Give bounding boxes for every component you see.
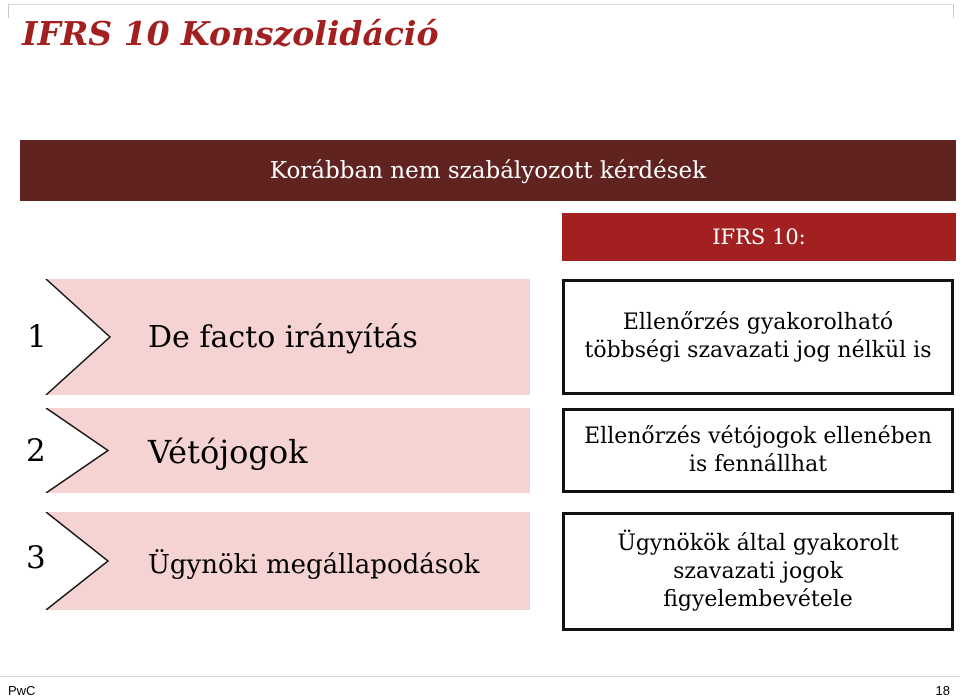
corner-mark — [8, 4, 19, 18]
answer-line: figyelembevétele — [663, 586, 853, 612]
section-banner — [20, 140, 956, 201]
row-3-box — [20, 512, 530, 610]
row-2-box — [20, 408, 530, 493]
answer-line: többségi szavazati jog nélkül is — [584, 338, 932, 363]
page-title: IFRS 10 Konszolidáció — [22, 14, 439, 53]
row-1-box — [20, 279, 530, 395]
answer-line: Ügynökök által gyakorolt — [617, 530, 899, 556]
row-label: Ügynöki megállapodások — [148, 550, 480, 580]
top-rule — [8, 4, 954, 5]
answer-line: is fennállhat — [688, 451, 828, 477]
footer-brand: PwC — [8, 683, 36, 698]
answer-box-2 — [562, 408, 954, 493]
row-label: Vétójogok — [148, 433, 308, 471]
corner-mark-right — [953, 4, 954, 18]
row-label: De facto irányítás — [148, 320, 418, 355]
ifrs-header — [562, 213, 956, 261]
answer-box-1 — [562, 279, 954, 395]
row-number: 2 — [26, 433, 46, 469]
footer-divider — [0, 676, 960, 677]
row-number: 3 — [26, 540, 46, 576]
answer-line: Ellenőrzés gyakorolható — [622, 310, 894, 335]
page-number: 18 — [935, 683, 950, 698]
banner-text: Korábban nem szabályozott kérdések — [269, 157, 707, 184]
answer-line: Ellenőrzés vétójogok ellenében — [584, 423, 932, 449]
ifrs-label: IFRS 10: — [712, 225, 806, 249]
answer-line: szavazati jogok — [673, 558, 843, 584]
row-number: 1 — [27, 319, 47, 355]
answer-box-3 — [562, 512, 954, 631]
